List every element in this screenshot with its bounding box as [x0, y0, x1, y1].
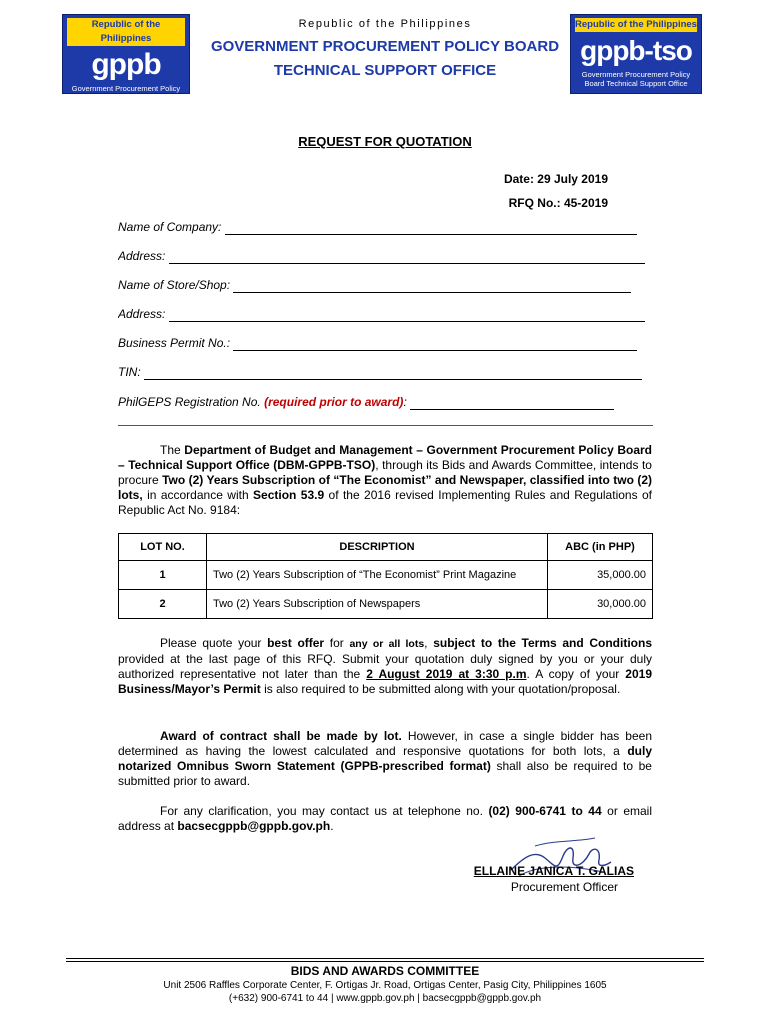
- rfq-date: Date: 29 July 2019: [503, 172, 608, 186]
- footer-title: BIDS AND AWARDS COMMITTEE: [290, 964, 480, 978]
- store-name-label: Name of Store/Shop:: [118, 278, 231, 292]
- header-abc: ABC (in PHP): [548, 534, 653, 561]
- company-name-field[interactable]: [118, 219, 648, 235]
- logo-right-top: Republic of the Philippines: [575, 19, 697, 30]
- tin-field[interactable]: [118, 364, 648, 380]
- p2-text-i: . A copy of your: [526, 667, 626, 681]
- award-paragraph: [118, 729, 652, 789]
- intro-text-2: , through its Bids and Awards Committee, intends to procure: [118, 458, 652, 487]
- philgeps-field[interactable]: [118, 394, 648, 410]
- p4-text-a: For any clarification, you may contact us at telephone no.: [160, 804, 489, 818]
- p3-text-b: However, in case a single bidder has been determined as having the lowest calculated and responsive quotations for both lots, a: [118, 729, 652, 758]
- address-label-1: Address:: [118, 249, 166, 263]
- logo-left-top: Republic of the Philippines: [67, 18, 185, 46]
- tin-label: TIN:: [118, 365, 141, 379]
- lots-table: [118, 533, 653, 619]
- lot-number: 2: [119, 590, 207, 619]
- p2-text-e: ,: [424, 636, 434, 650]
- p2-text-k: is also required to be submitted along with your quotation/proposal.: [260, 682, 621, 696]
- philgeps-required-note: (required prior to award): [264, 395, 404, 409]
- intro-agency: Department of Budget and Management – Government Procurement Policy Board – Technical Support Office (DBM-GPPB-TSO): [118, 443, 653, 472]
- p3-award: Award of contract shall be made by lot.: [160, 729, 402, 743]
- intro-section: Section 53.9: [253, 488, 325, 502]
- company-name-line[interactable]: [225, 222, 637, 235]
- company-name-label: Name of Company:: [118, 220, 222, 234]
- signatory-title: Procurement Officer: [510, 880, 618, 894]
- table-header-row: [119, 534, 653, 561]
- document-title: REQUEST FOR QUOTATION: [298, 134, 472, 149]
- quotation-instructions: [118, 636, 652, 697]
- footer-divider: [66, 958, 704, 959]
- lot-abc: 35,000.00: [548, 561, 653, 590]
- p4-email[interactable]: bacsecgppb@gppb.gov.ph: [177, 819, 331, 833]
- p2-best-offer: best offer: [267, 636, 325, 650]
- address-line-1[interactable]: [169, 251, 645, 264]
- business-permit-label: Business Permit No.:: [118, 336, 231, 350]
- address-line-2[interactable]: [169, 309, 645, 322]
- p2-text-g: provided at the last page of this RFQ. Submit your quotation duly signed by you or your duly authorized representative not later than the: [118, 652, 652, 681]
- p2-text-a: Please quote your: [160, 636, 268, 650]
- intro-text-3: in accordance with: [142, 488, 254, 502]
- republic-header: Republic of the Philippines: [298, 18, 472, 30]
- p4-text-e: .: [330, 819, 334, 833]
- table-row: [119, 561, 653, 590]
- lot-description: Two (2) Years Subscription of Newspapers: [207, 590, 548, 619]
- lot-abc: 30,000.00: [548, 590, 653, 619]
- footer-divider-2: [66, 961, 704, 962]
- agency-name-line1: GOVERNMENT PROCUREMENT POLICY BOARD: [210, 38, 560, 55]
- philgeps-label: PhilGEPS Registration No.: [118, 395, 261, 409]
- p4-text-c: or email address at: [118, 804, 652, 833]
- header-lot-no: LOT NO.: [119, 534, 207, 561]
- p2-deadline: 2 August 2019 at 3:30 p.m: [366, 667, 527, 681]
- philgeps-line[interactable]: [410, 397, 614, 410]
- p2-permit: 2019 Business/Mayor’s Permit: [118, 667, 652, 696]
- header-description: DESCRIPTION: [207, 534, 548, 561]
- logo-right-mark: gppb-tso: [580, 35, 692, 66]
- address-field-2[interactable]: [118, 306, 648, 322]
- p3-omnibus: duly notarized Omnibus Sworn Statement (GPPB-prescribed format): [118, 744, 652, 773]
- address-field-1[interactable]: [118, 248, 648, 264]
- rfq-number: RFQ No.: 45-2019: [508, 196, 608, 210]
- logo-left-mark: gppb: [91, 48, 161, 81]
- business-permit-field[interactable]: [118, 335, 648, 351]
- logo-left-bottom: Government Procurement Policy Board: [71, 84, 181, 102]
- intro-text-4: of the 2016 revised Implementing Rules and Regulations of Republic Act No. 9184:: [118, 488, 652, 517]
- agency-name-line2: TECHNICAL SUPPORT OFFICE: [273, 62, 497, 79]
- intro-text: The: [160, 443, 185, 457]
- store-name-field[interactable]: [118, 277, 648, 293]
- p3-text-d: shall also be required to be submitted prior to award.: [118, 759, 652, 788]
- philgeps-colon: :: [403, 395, 407, 409]
- p4-phone: (02) 900-6741 to 44: [488, 804, 602, 818]
- intro-paragraph: [118, 443, 652, 518]
- store-name-line[interactable]: [233, 280, 631, 293]
- intro-procurement: Two (2) Years Subscription of “The Economist” and Newspaper, classified into two (2) lots,: [118, 473, 652, 502]
- footer-contact: (+632) 900-6741 to 44 | www.gppb.gov.ph | bacsecgppb@gppb.gov.ph: [228, 993, 542, 1004]
- address-label-2: Address:: [118, 307, 166, 321]
- signatory-name: ELLAINE JANICA T. GALIAS: [473, 864, 634, 878]
- lot-description: Two (2) Years Subscription of “The Economist” Print Magazine: [207, 561, 548, 590]
- section-divider: [118, 425, 653, 426]
- lot-number: 1: [119, 561, 207, 590]
- p2-any-or-all-lots: any or all lots: [349, 638, 425, 650]
- gppb-tso-logo: [570, 14, 702, 94]
- table-row: [119, 590, 653, 619]
- business-permit-line[interactable]: [233, 338, 637, 351]
- p2-text-c: for: [324, 636, 350, 650]
- logo-right-bottom: Government Procurement Policy Board Technical Support Office: [581, 70, 691, 88]
- tin-line[interactable]: [144, 367, 642, 380]
- clarification-paragraph: [118, 804, 652, 834]
- footer-address: Unit 2506 Raffles Corporate Center, F. Ortigas Jr. Road, Ortigas Center, Pasig City, Philippines 1605: [163, 980, 607, 991]
- p2-terms: subject to the Terms and Conditions: [433, 636, 653, 650]
